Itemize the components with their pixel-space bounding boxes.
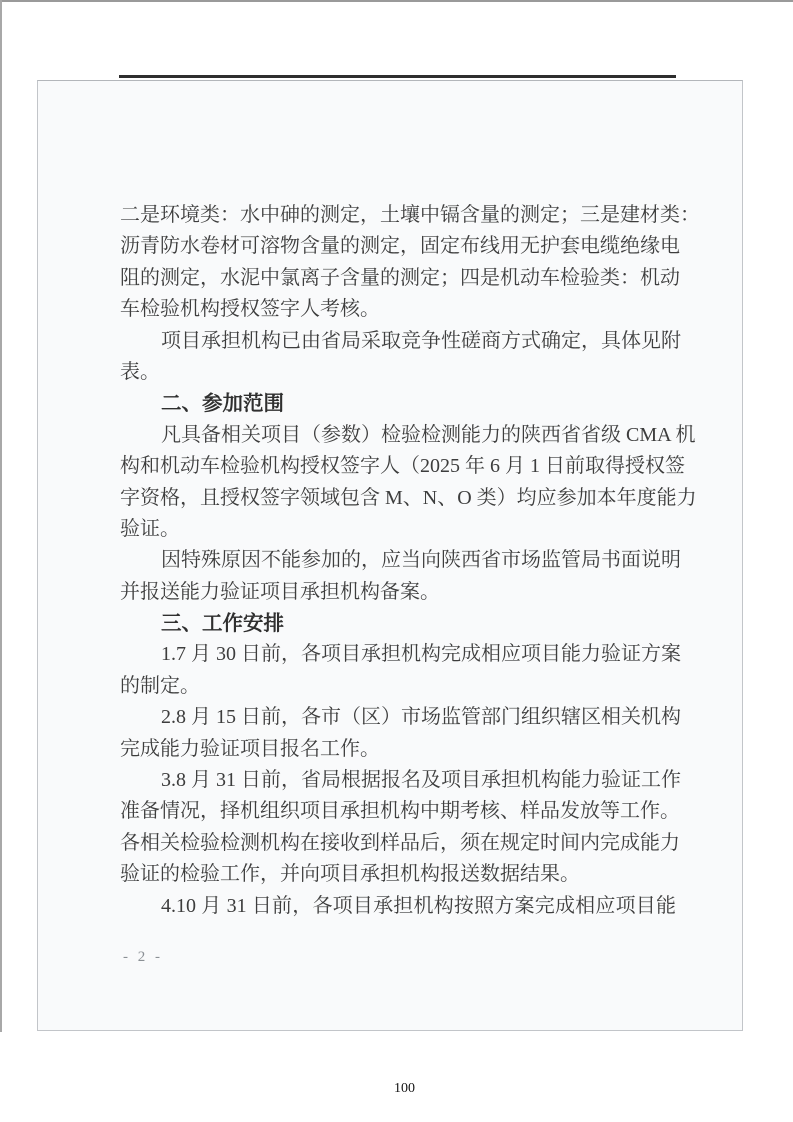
doc-line: 项目承担机构已由省局采取竞争性磋商方式确定，具体见附 bbox=[161, 329, 681, 352]
doc-line: 凡具备相关项目（参数）检验检测能力的陕西省省级 CMA 机 bbox=[161, 423, 696, 446]
doc-line: 字资格，且授权签字领域包含 M、N、O 类）均应参加本年度能力 bbox=[120, 486, 697, 509]
window-border-top bbox=[0, 0, 793, 2]
doc-line: 阻的测定，水泥中氯离子含量的测定；四是机动车检验类：机动 bbox=[120, 266, 680, 289]
doc-line: 二是环境类：水中砷的测定，土壤中镉含量的测定；三是建材类： bbox=[120, 204, 700, 226]
doc-line: 验证的检验工作，并向项目承担机构报送数据结果。 bbox=[120, 863, 580, 886]
page-number-footer: - 2 - bbox=[123, 949, 163, 965]
doc-line: 各相关检验检测机构在接收到样品后，须在规定时间内完成能力 bbox=[120, 831, 680, 854]
doc-line: 1.7 月 30 日前，各项目承担机构完成相应项目能力验证方案 bbox=[161, 643, 681, 666]
document-divider-rule bbox=[119, 75, 676, 78]
section-heading: 二、参加范围 bbox=[161, 392, 284, 416]
doc-line: 验证。 bbox=[120, 517, 180, 540]
doc-line: 2.8 月 15 日前，各市（区）市场监管部门组织辖区相关机构 bbox=[161, 706, 681, 729]
doc-line: 构和机动车检验机构授权签字人（2025 年 6 月 1 日前取得授权签 bbox=[120, 455, 685, 478]
outer-page-number: 100 bbox=[394, 1081, 415, 1096]
doc-line: 车检验机构授权签字人考核。 bbox=[120, 298, 380, 321]
document-page bbox=[37, 80, 743, 1031]
doc-line: 3.8 月 31 日前，省局根据报名及项目承担机构能力验证工作 bbox=[161, 769, 681, 792]
doc-line: 表。 bbox=[120, 360, 160, 383]
doc-line: 的制定。 bbox=[120, 674, 200, 697]
doc-line: 4.10 月 31 日前，各项目承担机构按照方案完成相应项目能 bbox=[161, 894, 676, 917]
doc-line: 完成能力验证项目报名工作。 bbox=[120, 737, 380, 760]
doc-line: 沥青防水卷材可溶物含量的测定，固定布线用无护套电缆绝缘电 bbox=[120, 235, 680, 258]
doc-line: 因特殊原因不能参加的，应当向陕西省市场监管局书面说明 bbox=[161, 549, 681, 572]
document-body bbox=[120, 200, 700, 922]
doc-line: 准备情况，择机组织项目承担机构中期考核、样品发放等工作。 bbox=[120, 800, 680, 823]
doc-line: 并报送能力验证项目承担机构备案。 bbox=[120, 580, 440, 603]
window-border-left bbox=[0, 0, 2, 1032]
section-heading: 三、工作安排 bbox=[161, 612, 284, 636]
